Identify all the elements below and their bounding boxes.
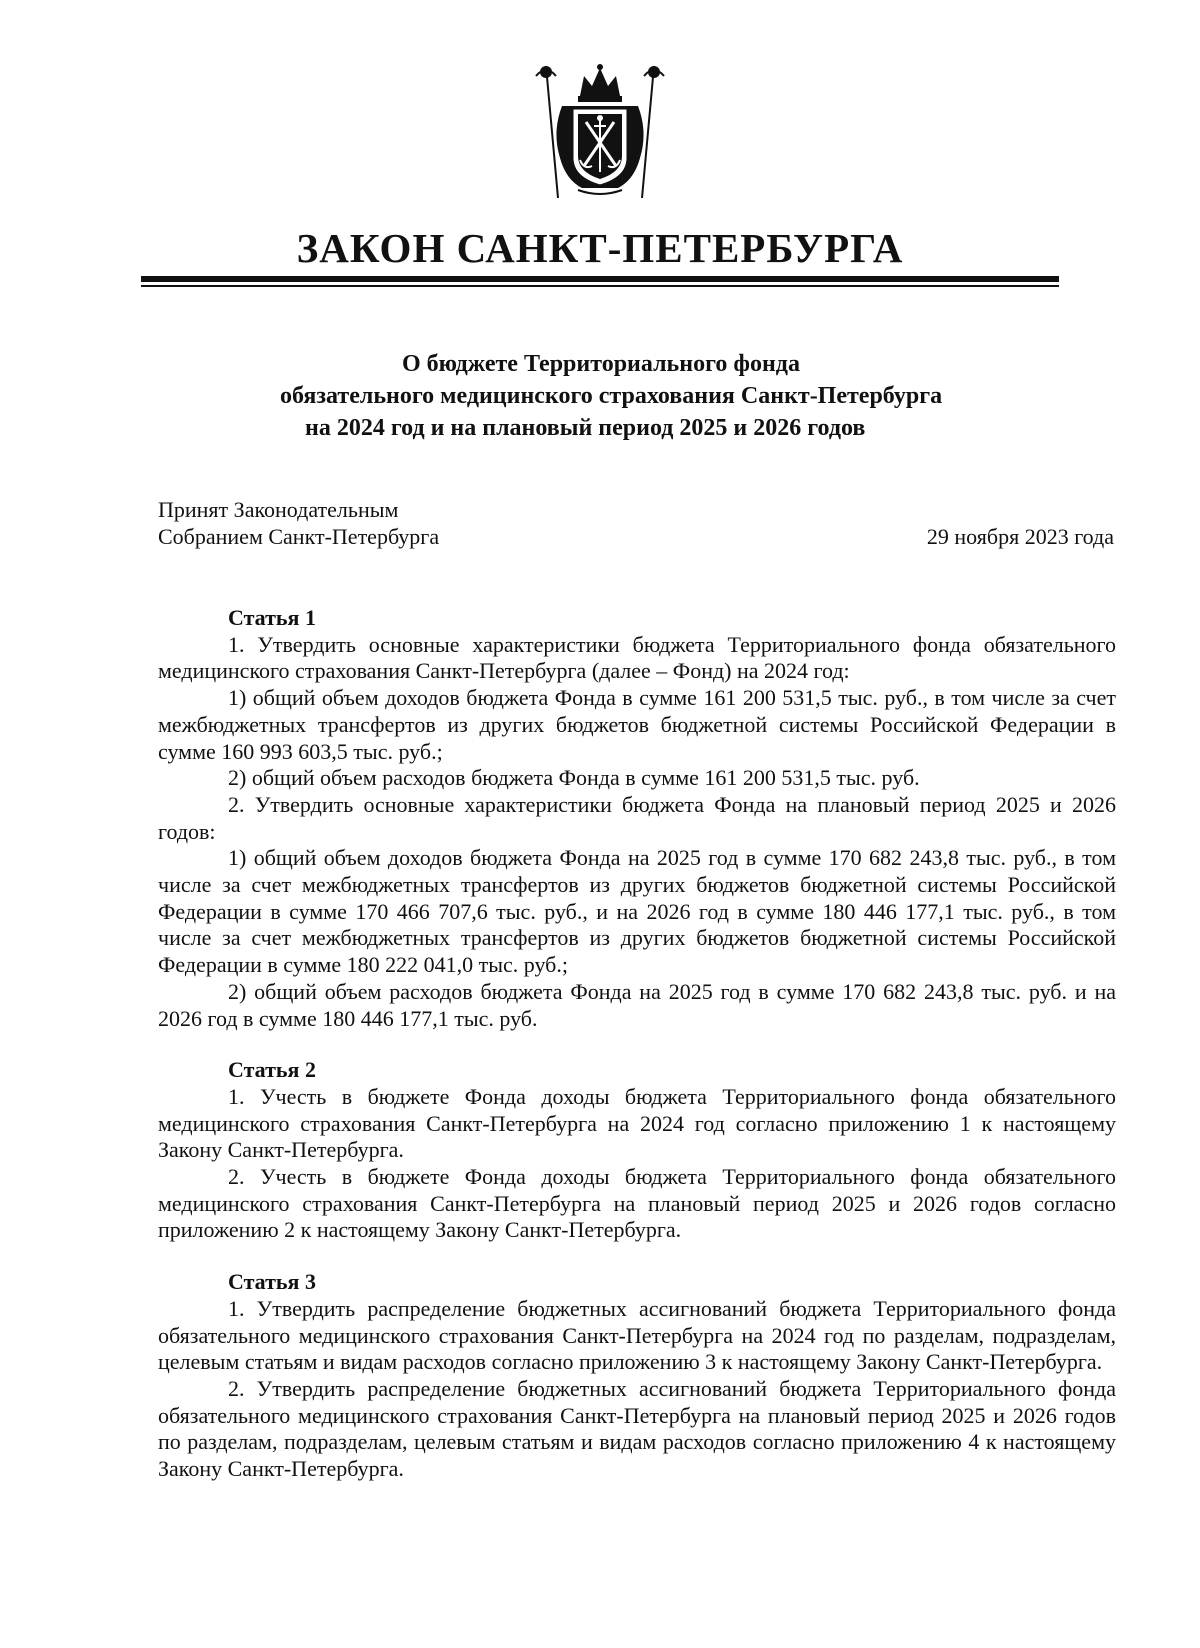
subject-line: О бюджете Территориального фонда — [402, 351, 800, 377]
article-paragraph: 2) общий объем расходов бюджета Фонда на 2025 год в сумме 170 682 243,8 тыс. руб. и на 2026 год в сумме 180 446 177,1 тыс. руб. — [158, 978, 1116, 1031]
article-1 — [158, 605, 1116, 1032]
title-divider-thin — [141, 285, 1059, 287]
saint-petersburg-coat-of-arms-icon — [532, 62, 668, 202]
article-heading: Статья 1 — [228, 605, 316, 630]
article-paragraph: 2. Утвердить распределение бюджетных ассигнований бюджета Территориального фонда обязательного медицинского страхования Санкт-Петербурга на плановый период 2025 и 2026 годов по разделам, подразделам, целевым статьям и видам расходов согласно приложению 4 к настоящему Закону Санкт-Петербурга. — [158, 1375, 1116, 1482]
article-2 — [158, 1057, 1116, 1244]
law-subject — [0, 348, 1200, 444]
article-paragraph: 1. Учесть в бюджете Фонда доходы бюджета Территориального фонда обязательного медицинского страхования Санкт-Петербурга на 2024 год согласно приложению 1 к настоящему Закону Санкт-Петербурга. — [158, 1083, 1116, 1163]
article-paragraph: 1. Утвердить основные характеристики бюджета Территориального фонда обязательного медицинского страхования Санкт-Петербурга (далее – Фонд) на 2024 год: — [158, 631, 1116, 684]
article-heading: Статья 3 — [228, 1269, 316, 1295]
article-paragraph: 2) общий объем расходов бюджета Фонда в сумме 161 200 531,5 тыс. руб. — [228, 765, 920, 791]
article-paragraph: 1) общий объем доходов бюджета Фонда в сумме 161 200 531,5 тыс. руб., в том числе за счет межбюджетных трансфертов из других бюджетов бюджетной системы Российской Федерации в сумме 160 993 603,5 тыс. руб.; — [158, 685, 1116, 764]
article-3 — [158, 1269, 1116, 1483]
article-paragraph: 1) общий объем доходов бюджета Фонда на 2025 год в сумме 170 682 243,8 тыс. руб., в том числе за счет межбюджетных трансфертов из других бюджетов бюджетной системы Российской Федерации в сумме 170 466 707,6 тыс. руб., и на 2026 год в сумме 180 446 177,1 тыс. руб., в том числе за счет межбюджетных трансфертов из других бюджетов бюджетной системы Российской Федерации в сумме 180 222 041,0 тыс. руб.; — [158, 845, 1116, 978]
article-heading: Статья 2 — [228, 1057, 316, 1083]
title-divider-thick — [141, 276, 1059, 282]
subject-line: на 2024 год и на плановый период 2025 и 2026 годов — [305, 415, 866, 441]
adoption-line: Собранием Санкт-Петербурга — [158, 524, 440, 549]
law-body — [158, 605, 1116, 1483]
adoption-line: Принят Законодательным — [158, 497, 399, 522]
article-paragraph: 1. Утвердить распределение бюджетных ассигнований бюджета Территориального фонда обязательного медицинского страхования Санкт-Петербурга на 2024 год по разделам, подразделам, целевым статьям и видам расходов согласно приложению 3 к настоящему Закону Санкт-Петербурга. — [158, 1295, 1116, 1375]
adoption-info — [158, 496, 439, 550]
law-title: ЗАКОН САНКТ-ПЕТЕРБУРГА — [296, 225, 904, 271]
article-paragraph: 2. Учесть в бюджете Фонда доходы бюджета Территориального фонда обязательного медицинского страхования Санкт-Петербурга на плановый период 2025 и 2026 годов согласно приложению 2 к настоящему Закону Санкт-Петербурга. — [158, 1164, 1116, 1243]
article-paragraph: 2. Утвердить основные характеристики бюджета Фонда на плановый период 2025 и 2026 годов: — [158, 791, 1116, 844]
adoption-date: 29 ноября 2023 года — [926, 524, 1114, 549]
subject-line: обязательного медицинского страхования Санкт-Петербурга — [280, 383, 943, 409]
